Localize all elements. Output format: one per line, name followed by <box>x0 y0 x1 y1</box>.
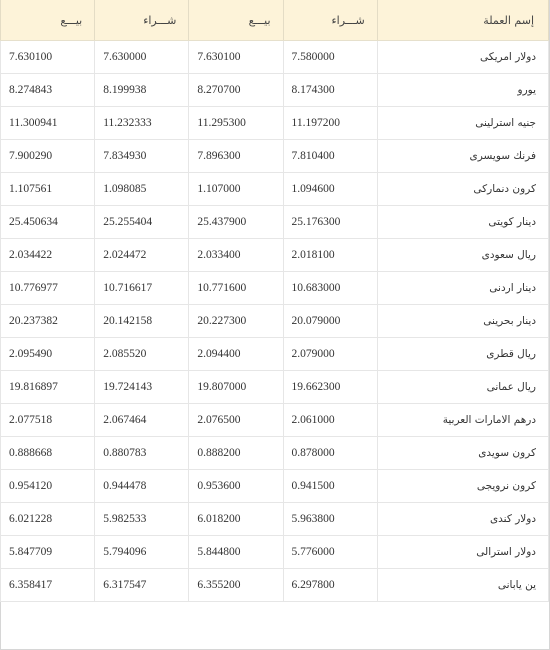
table-row <box>1 338 549 371</box>
currency-name-cell: فرنك سويسرى <box>377 140 548 173</box>
table-row <box>1 173 549 206</box>
buy-rate-1-cell: 2.018100 <box>283 239 377 272</box>
buy-rate-1-cell: 25.176300 <box>283 206 377 239</box>
buy-rate-2-cell: 0.944478 <box>95 470 189 503</box>
currency-name-cell: درهم الامارات العربية <box>377 404 548 437</box>
table-row <box>1 470 549 503</box>
table-body <box>1 41 549 602</box>
sell-rate-2-cell: 6.021228 <box>1 503 95 536</box>
buy-rate-1-cell: 11.197200 <box>283 107 377 140</box>
table-row <box>1 371 549 404</box>
buy-rate-1-cell: 8.174300 <box>283 74 377 107</box>
buy-rate-1-cell: 6.297800 <box>283 569 377 602</box>
table-row <box>1 74 549 107</box>
sell-rate-2-cell: 11.300941 <box>1 107 95 140</box>
sell-rate-1-cell: 2.076500 <box>189 404 283 437</box>
sell-rate-1-cell: 6.355200 <box>189 569 283 602</box>
sell-rate-2-cell: 5.847709 <box>1 536 95 569</box>
currency-name-cell: دولار امريكى <box>377 41 548 74</box>
table-row <box>1 305 549 338</box>
currency-name-cell: يورو <box>377 74 548 107</box>
buy-rate-1-cell: 0.941500 <box>283 470 377 503</box>
buy-rate-1-cell: 7.810400 <box>283 140 377 173</box>
buy-rate-2-cell: 20.142158 <box>95 305 189 338</box>
sell-rate-2-cell: 19.816897 <box>1 371 95 404</box>
currency-name-cell: كرون نرويجى <box>377 470 548 503</box>
table-row <box>1 206 549 239</box>
buy-rate-2-cell: 2.067464 <box>95 404 189 437</box>
sell-rate-2-cell: 8.274843 <box>1 74 95 107</box>
table-row <box>1 536 549 569</box>
buy-rate-2-cell: 5.982533 <box>95 503 189 536</box>
sell-rate-1-cell: 11.295300 <box>189 107 283 140</box>
sell-rate-2-cell: 0.888668 <box>1 437 95 470</box>
sell-rate-1-cell: 8.270700 <box>189 74 283 107</box>
header-buy-2: شـــراء <box>95 0 189 41</box>
sell-rate-1-cell: 10.771600 <box>189 272 283 305</box>
buy-rate-2-cell: 5.794096 <box>95 536 189 569</box>
buy-rate-2-cell: 7.630000 <box>95 41 189 74</box>
sell-rate-1-cell: 0.888200 <box>189 437 283 470</box>
buy-rate-2-cell: 25.255404 <box>95 206 189 239</box>
table-row <box>1 404 549 437</box>
table-row <box>1 41 549 74</box>
buy-rate-2-cell: 0.880783 <box>95 437 189 470</box>
sell-rate-1-cell: 7.630100 <box>189 41 283 74</box>
buy-rate-2-cell: 2.024472 <box>95 239 189 272</box>
currency-name-cell: ريال سعودى <box>377 239 548 272</box>
sell-rate-2-cell: 10.776977 <box>1 272 95 305</box>
sell-rate-1-cell: 7.896300 <box>189 140 283 173</box>
currency-name-cell: دولار استرالى <box>377 536 548 569</box>
buy-rate-2-cell: 11.232333 <box>95 107 189 140</box>
currency-name-cell: دينار اردنى <box>377 272 548 305</box>
table-row <box>1 437 549 470</box>
table-row <box>1 239 549 272</box>
header-sell-1: بيـــع <box>189 0 283 41</box>
table-row <box>1 140 549 173</box>
currency-name-cell: دينار بحرينى <box>377 305 548 338</box>
buy-rate-1-cell: 2.061000 <box>283 404 377 437</box>
sell-rate-1-cell: 2.094400 <box>189 338 283 371</box>
buy-rate-1-cell: 10.683000 <box>283 272 377 305</box>
header-sell-2: بيـــع <box>1 0 95 41</box>
buy-rate-1-cell: 19.662300 <box>283 371 377 404</box>
buy-rate-1-cell: 5.963800 <box>283 503 377 536</box>
sell-rate-2-cell: 7.630100 <box>1 41 95 74</box>
sell-rate-1-cell: 2.033400 <box>189 239 283 272</box>
currency-name-cell: كرون دنماركى <box>377 173 548 206</box>
sell-rate-2-cell: 20.237382 <box>1 305 95 338</box>
sell-rate-2-cell: 7.900290 <box>1 140 95 173</box>
currency-name-cell: ريال قطرى <box>377 338 548 371</box>
currency-name-cell: كرون سويدى <box>377 437 548 470</box>
sell-rate-2-cell: 25.450634 <box>1 206 95 239</box>
table-header-row <box>1 0 549 41</box>
buy-rate-1-cell: 1.094600 <box>283 173 377 206</box>
buy-rate-2-cell: 1.098085 <box>95 173 189 206</box>
sell-rate-1-cell: 25.437900 <box>189 206 283 239</box>
sell-rate-1-cell: 20.227300 <box>189 305 283 338</box>
header-buy-1: شـــراء <box>283 0 377 41</box>
table-row <box>1 272 549 305</box>
sell-rate-2-cell: 6.358417 <box>1 569 95 602</box>
sell-rate-2-cell: 0.954120 <box>1 470 95 503</box>
sell-rate-2-cell: 2.077518 <box>1 404 95 437</box>
sell-rate-1-cell: 5.844800 <box>189 536 283 569</box>
buy-rate-1-cell: 5.776000 <box>283 536 377 569</box>
table-row <box>1 503 549 536</box>
sell-rate-1-cell: 6.018200 <box>189 503 283 536</box>
buy-rate-2-cell: 10.716617 <box>95 272 189 305</box>
sell-rate-1-cell: 0.953600 <box>189 470 283 503</box>
buy-rate-1-cell: 0.878000 <box>283 437 377 470</box>
currency-name-cell: جنيه استرلينى <box>377 107 548 140</box>
sell-rate-2-cell: 2.034422 <box>1 239 95 272</box>
table-row <box>1 569 549 602</box>
table-row <box>1 107 549 140</box>
buy-rate-1-cell: 2.079000 <box>283 338 377 371</box>
sell-rate-2-cell: 2.095490 <box>1 338 95 371</box>
currency-name-cell: دولار كندى <box>377 503 548 536</box>
buy-rate-1-cell: 7.580000 <box>283 41 377 74</box>
sell-rate-2-cell: 1.107561 <box>1 173 95 206</box>
buy-rate-2-cell: 2.085520 <box>95 338 189 371</box>
buy-rate-1-cell: 20.079000 <box>283 305 377 338</box>
currency-name-cell: ين يابانى <box>377 569 548 602</box>
sell-rate-1-cell: 1.107000 <box>189 173 283 206</box>
buy-rate-2-cell: 7.834930 <box>95 140 189 173</box>
buy-rate-2-cell: 19.724143 <box>95 371 189 404</box>
buy-rate-2-cell: 8.199938 <box>95 74 189 107</box>
sell-rate-1-cell: 19.807000 <box>189 371 283 404</box>
currency-name-cell: ريال عمانى <box>377 371 548 404</box>
currency-name-cell: دينار كويتى <box>377 206 548 239</box>
buy-rate-2-cell: 6.317547 <box>95 569 189 602</box>
header-currency: إسم العملة <box>377 0 548 41</box>
